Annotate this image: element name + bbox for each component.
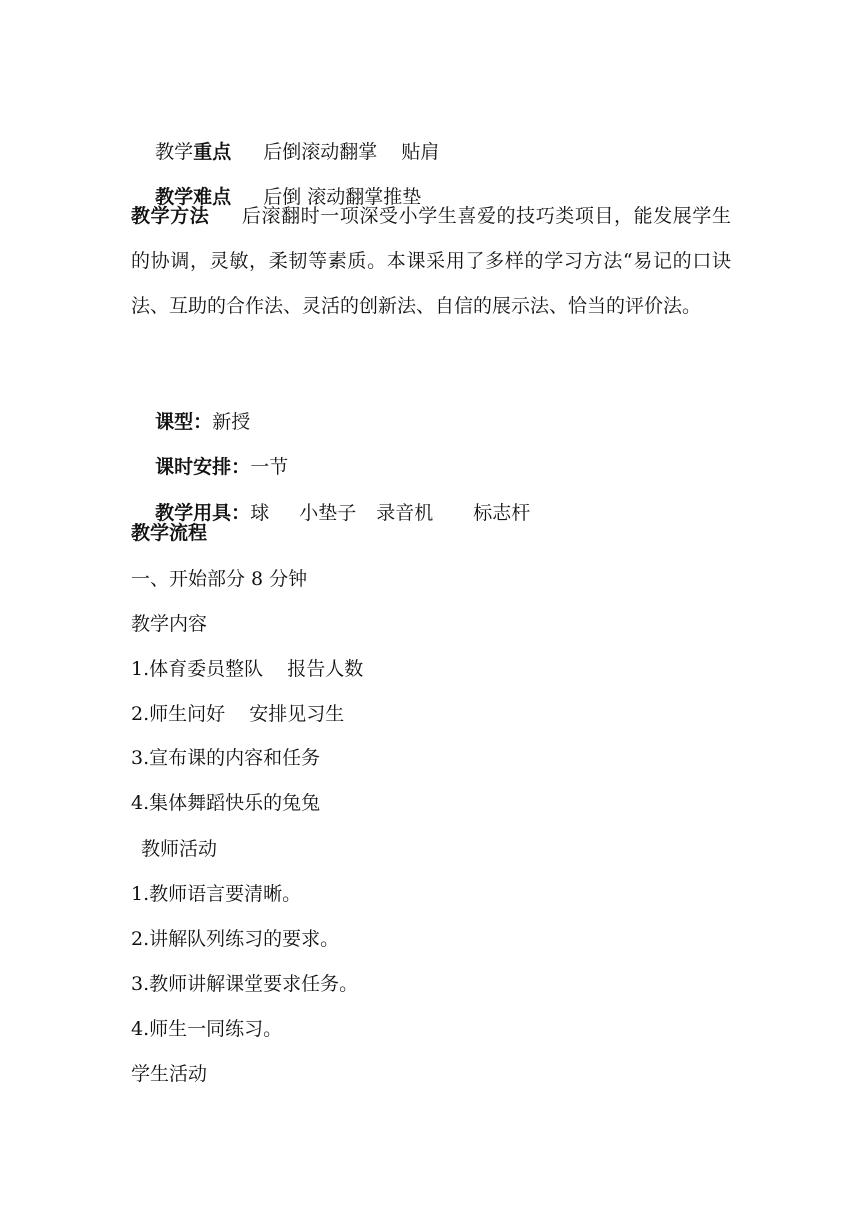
equipment-item: 标志杆 [473,502,531,524]
teaching-difficulty-value: 后倒 滚动翻掌推垫 [263,186,422,208]
teaching-focus-label-a: 教学 [155,141,194,163]
schedule-value: 一节 [250,456,289,478]
teaching-method-text: 后滚翻时一项深受小学生喜爱的技巧类项目，能发展学生的协调，灵敏，柔韧等素质。本课采用了多样的学习方法“易记的口诀法、互助的合作法、灵活的创新法、自信的展示法、恰当的评价法。 [131,205,731,317]
content-heading: 教学内容 [131,613,208,635]
teaching-difficulty-label: 教学难点 [155,186,232,208]
content-item: 4.集体舞蹈快乐的兔兔 [131,792,321,814]
equipment-item: 球 [250,502,270,524]
student-heading: 学生活动 [131,1063,208,1085]
teacher-item: 3.教师讲解课堂要求任务。 [131,973,359,995]
teacher-heading: 教师活动 [141,838,218,860]
teacher-item: 2.讲解队列练习的要求。 [131,928,340,950]
lesson-type-label: 课型： [155,411,213,433]
teaching-method-paragraph [131,194,731,329]
flow-title: 教学流程 [131,522,208,544]
teaching-focus-label-b: 重点 [193,141,232,163]
teaching-focus-value: 后倒滚动翻掌 贴肩 [263,141,440,163]
equipment-item: 小垫子 [299,502,357,524]
equipment-label: 教学用具： [155,502,251,524]
part1-title: 一、开始部分 8 分钟 [131,568,308,590]
schedule-label: 课时安排： [155,456,251,478]
content-item: 1.体育委员整队 报告人数 [131,658,364,680]
lesson-type-value: 新授 [212,411,251,433]
content-item: 2.师生问好 安排见习生 [131,703,345,725]
content-item: 3.宣布课的内容和任务 [131,747,321,769]
teacher-item: 4.师生一同练习。 [131,1018,283,1040]
teaching-method-label: 教学方法 [131,205,210,227]
equipment-item: 录音机 [376,502,434,524]
teacher-item: 1.教师语言要清晰。 [131,883,302,905]
